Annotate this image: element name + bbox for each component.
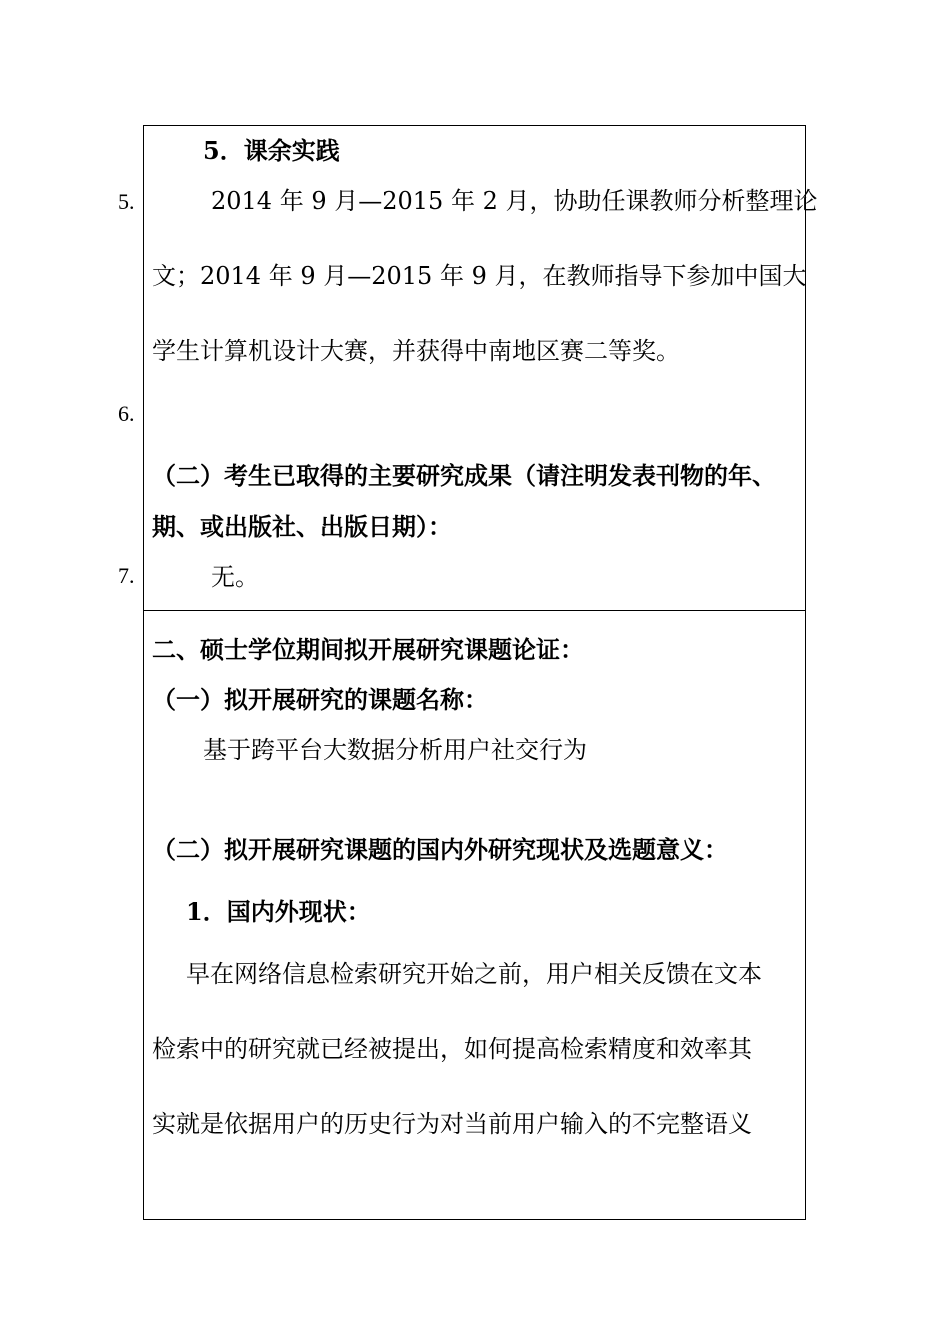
margin-number-5: 5.	[118, 189, 135, 214]
subheading-topic-name: （一）拟开展研究的课题名称：	[152, 685, 488, 714]
point-heading-status: 1．国内外现状：	[186, 897, 371, 926]
results-heading-line-2: 期、或出版社、出版日期）：	[152, 512, 452, 541]
status-paragraph-line-2: 检索中的研究就已经被提出，如何提高检索精度和效率其	[152, 1035, 752, 1063]
practice-paragraph-line-3: 学生计算机设计大赛，并获得中南地区赛二等奖。	[152, 337, 680, 365]
practice-paragraph-line-2: 文；2014 年 9 月—2015 年 9 月，在教师指导下参加中国大	[152, 262, 807, 290]
results-answer: 无。	[211, 563, 259, 591]
topic-name: 基于跨平台大数据分析用户社交行为	[203, 736, 587, 764]
status-paragraph-line-3: 实就是依据用户的历史行为对当前用户输入的不完整语义	[152, 1110, 752, 1138]
practice-paragraph-line-1: 2014 年 9 月—2015 年 2 月，协助任课教师分析整理论	[211, 187, 818, 215]
subheading-extracurricular-practice: 5．课余实践	[203, 136, 340, 165]
margin-number-7: 7.	[118, 563, 135, 588]
margin-number-6: 6.	[118, 401, 135, 426]
subheading-research-status: （二）拟开展研究课题的国内外研究现状及选题意义：	[152, 835, 728, 864]
section-title-research-proposal: 二、硕士学位期间拟开展研究课题论证：	[152, 635, 584, 664]
results-heading-line-1: （二）考生已取得的主要研究成果（请注明发表刊物的年、	[152, 461, 776, 490]
status-paragraph-line-1: 早在网络信息检索研究开始之前，用户相关反馈在文本	[186, 960, 762, 988]
